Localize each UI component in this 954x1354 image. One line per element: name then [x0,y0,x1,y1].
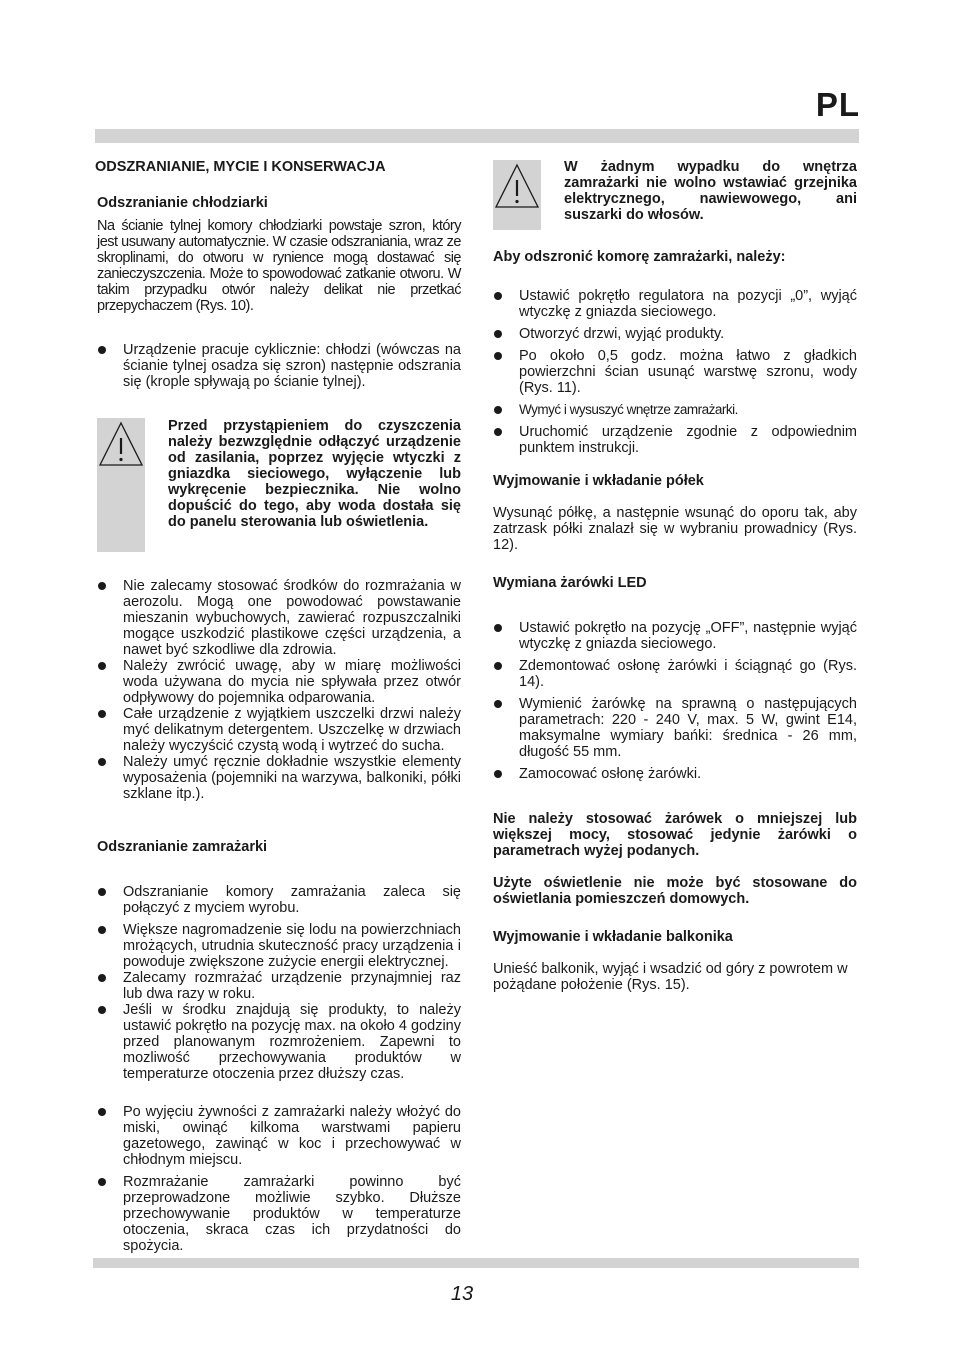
page-number: 13 [450,1283,474,1305]
freezer-defrost-steps-heading: Aby odszronić komorę zamrażarki, należy: [493,249,786,265]
shelves-heading: Wyjmowanie i wkładanie półek [493,473,704,489]
footer-divider [93,1258,859,1268]
warning-panel [97,418,145,552]
bullet-icon [98,974,106,982]
header-divider [95,129,859,143]
bullet-icon [98,888,106,896]
warning-triangle-icon [97,420,145,470]
bullet-icon [98,1108,106,1116]
bullet-icon [494,770,502,778]
bullet-icon [494,330,502,338]
list-item: Nie zalecamy stosować środków do rozmrażania w aerozolu. Mogą one powodować powstawanie mieszanin wybuchowych, zawierać rozpuszczalniki mogące uszkodzić plastikowe części urządzenia, a nawet być szkodliwe dla zdrowia. [97,578,461,658]
bullet-icon [494,624,502,632]
list-item: Rozmrażanie zamrażarki powinno być przeprowadzone możliwie szybko. Dłuższe przechowywanie produktów w temperaturze otoczenia, skraca czas ich przydatności do spożycia. [97,1174,461,1254]
list-item: Zalecamy rozmrażać urządzenie przynajmniej raz lub dwa razy w roku. [97,970,461,1002]
list-item: Należy zwrócić uwagę, aby w miarę możliwości woda używana do mycia nie spływała przez otwór odpływowy do pojemnika odparowania. [97,658,461,706]
bullet-icon [98,582,106,590]
list-item: Po wyjęciu żywności z zamrażarki należy włożyć do miski, owinąć kilkoma warstwami papieru gazetowego, zawinąć w koc i przechowywać w chłodnym miejscu. [97,1104,461,1168]
fridge-defrost-heading: Odszranianie chłodziarki [97,195,268,211]
led-heading: Wymiana żarówki LED [493,575,647,591]
list-item: Jeśli w środku znajdują się produkty, to należy ustawić pokrętło na pozycję max. na około 4 godziny przed planowanym rozmrożeniem. Zapewni to mozliwość przechowywania produktów w temperaturze otoczenia przez dłuższy czas. [97,1002,461,1082]
bullet-icon [98,1006,106,1014]
list-item: Wymienić żarówkę na sprawną o następujących parametrach: 220 - 240 V, max. 5 W, gwint E14, maksymalne wymiary bańki: średnica - 26 mm, długość 55 mm. [493,696,857,760]
language-code: PL [815,86,860,123]
list-item: Ustawić pokrętło regulatora na pozycji „0”, wyjąć wtyczkę z gniazda sieciowego. [493,288,857,320]
bullet-icon [98,1178,106,1186]
lighting-usage-note: Użyte oświetlenie nie może być stosowane do oświetlania pomieszczeń domowych. [493,875,857,907]
list-item: Wymyć i wysuszyć wnętrze zamrażarki. [493,402,857,418]
bullet-icon [494,428,502,436]
list-item: Po około 0,5 godz. można łatwo z gładkich powierzchni ścian usunąć warstwę szronu, wody (Rys. 11). [493,348,857,396]
cleaning-warning-text: Przed przystąpieniem do czyszczenia należy bezwzględnie odłączyć urządzenie od zasilania, poprzez wyjęcie wtyczki z gniazdka sieciowego, wyłączenie lub wykręcenie bezpiecznika. Nie wolno dopuścić do tego, aby woda dostała się do panelu sterowania lub oświetlenia. [168,418,461,530]
list-item: Należy umyć ręcznie dokładnie wszystkie elementy wyposażenia (pojemniki na warzywa, balkoniki, półki szklane itp.). [97,754,461,802]
list-item: Większe nagromadzenie się lodu na powierzchniach mrożących, utrudnia skuteczność pracy urządzenia i powoduje zwiększone zużycie energii elektrycznej. [97,922,461,970]
warning-triangle-icon [493,162,541,212]
list-item: Całe urządzenie z wyjątkiem uszczelki drzwi należy myć delikatnym detergentem. Uszczelkę w drzwiach należy wyczyścić czystą wodą i wytrzeć do sucha. [97,706,461,754]
bullet-icon [98,926,106,934]
list-item: Urządzenie pracuje cyklicznie: chłodzi (wówczas na ścianie tylnej osadza się szron) następnie odszrania się (krople spływają po ścianie tylnej). [97,342,461,390]
shelves-paragraph: Wysunąć półkę, a następnie wsunąć do oporu tak, aby zatrzask półki znalazł się w wybraniu prowadnicy (Rys. 12). [493,505,857,553]
bullet-icon [494,662,502,670]
list-item: Zamocować osłonę żarówki. [493,766,857,782]
freezer-defrost-heading: Odszranianie zamrażarki [97,839,268,855]
bullet-icon [98,346,106,354]
cleaning-bullet-list [97,578,461,802]
list-item: Ustawić pokrętło na pozycję „OFF”, następnie wyjąć wtyczkę z gniazda sieciowego. [493,620,857,652]
freezer-bullet-list-b [97,1104,461,1254]
list-item: Otworzyć drzwi, wyjąć produkty. [493,326,857,342]
fridge-defrost-paragraph: Na ścianie tylnej komory chłodziarki powstaje szron, który jest usuwany automatycznie. W czasie odszraniania, wraz ze skroplinami, do otworu w rynience mogą dostawać się zanieczyszczenia. Może to spowodować zatkanie otworu. W takim przypadku otwór należy delikat nie przetkać przepychaczem (Rys. 10). [97,218,461,314]
freezer-bullet-list-a [97,884,461,1082]
section-title: ODSZRANIANIE, MYCIE I KONSERWACJA [95,159,386,175]
bullet-icon [494,292,502,300]
bullet-icon [98,710,106,718]
list-item: Zdemontować osłonę żarówki i ściągnąć go (Rys. 14). [493,658,857,690]
bulb-power-note: Nie należy stosować żarówek o mniejszej lub większej mocy, stosować jedynie żarówki o parametrach wyżej podanych. [493,811,857,859]
balcony-paragraph: Unieść balkonik, wyjąć i wsadzić od góry z powrotem w pożądane położenie (Rys. 15). [493,961,848,993]
defrost-steps-list [493,288,857,456]
bullet-icon [494,406,502,414]
bullet-icon [494,352,502,360]
warning-panel [493,160,541,230]
led-steps-list [493,620,857,782]
bullet-icon [98,758,106,766]
list-item: Odszranianie komory zamrażania zaleca się połączyć z myciem wyrobu. [97,884,461,916]
list-item: Uruchomić urządzenie zgodnie z odpowiednim punktem instrukcji. [493,424,857,456]
heater-warning-text: W żadnym wypadku do wnętrza zamrażarki nie wolno wstawiać grzejnika elektrycznego, nawiewowego, ani suszarki do włosów. [564,159,857,223]
balcony-heading: Wyjmowanie i wkładanie balkonika [493,929,733,945]
cycle-bullet-list [97,342,461,390]
bullet-icon [98,662,106,670]
bullet-icon [494,700,502,708]
